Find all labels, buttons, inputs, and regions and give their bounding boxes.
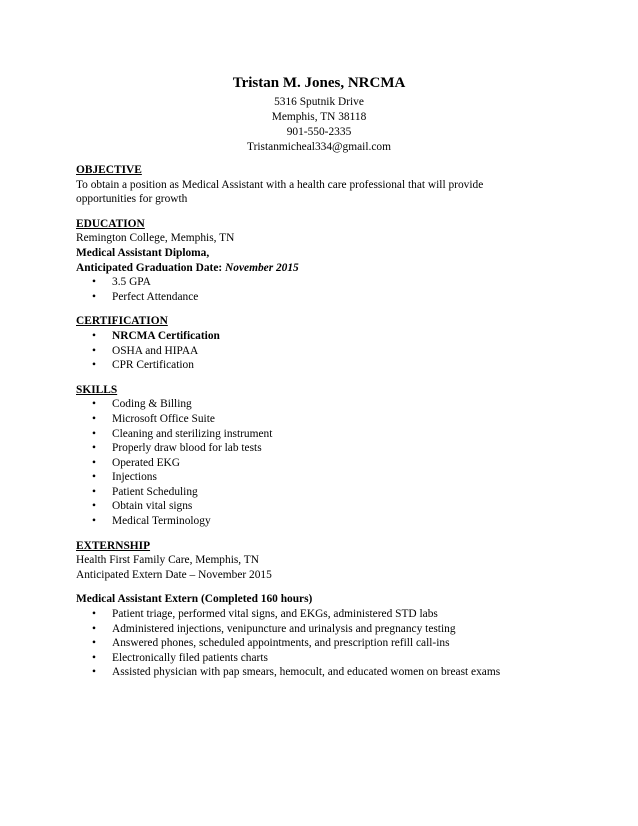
list-item: • Assisted physician with pap smears, hemocult, and educated women on breast exams	[92, 666, 501, 679]
spacer	[76, 582, 556, 592]
bullet-icon: •	[92, 608, 96, 621]
certification-section	[76, 314, 556, 372]
email-address: Tristanmicheal334@gmail.com	[247, 141, 391, 153]
resume-body	[76, 163, 556, 690]
list-item: • NRCMA Certification	[92, 329, 220, 342]
bullet-icon: •	[92, 329, 96, 342]
list-item: • Administered injections, venipuncture and urinalysis and pregnancy testing	[92, 622, 456, 635]
list-item: • Obtain vital signs	[92, 500, 193, 513]
phone-number: 901-550-2335	[286, 126, 352, 138]
bullet-icon: •	[92, 651, 96, 664]
education-school: Remington College, Memphis, TN	[76, 232, 235, 245]
address-line-2: Memphis, TN 38118	[271, 111, 367, 123]
bullet-icon: •	[92, 412, 96, 425]
list-item: • Answered phones, scheduled appointments, and prescription refill call-ins	[92, 637, 450, 650]
list-item: • Patient Scheduling	[92, 485, 198, 498]
externship-list	[76, 607, 556, 680]
bullet-icon: •	[92, 276, 96, 289]
list-item: • Cleaning and sterilizing instrument	[92, 427, 273, 440]
list-item: • Perfect Attendance	[92, 290, 199, 303]
externship-title: EXTERNSHIP	[76, 539, 151, 552]
bullet-icon: •	[92, 398, 96, 411]
bullet-icon: •	[92, 637, 96, 650]
list-item: • Electronically filed patients charts	[92, 651, 268, 664]
bullet-icon: •	[92, 344, 96, 357]
graduation-date: November 2015	[225, 261, 299, 274]
list-item: • Operated EKG	[92, 456, 180, 469]
bullet-icon: •	[92, 456, 96, 469]
education-list	[76, 275, 556, 304]
bullet-icon: •	[92, 515, 96, 528]
bullet-icon: •	[92, 359, 96, 372]
skills-title: SKILLS	[76, 383, 118, 396]
education-title: EDUCATION	[76, 217, 145, 230]
externship-section	[76, 539, 556, 680]
list-item: • Medical Terminology	[92, 515, 211, 528]
bullet-icon: •	[92, 666, 96, 679]
bullet-icon: •	[92, 290, 96, 303]
list-item: • Properly draw blood for lab tests	[92, 442, 262, 455]
list-item: • 3.5 GPA	[92, 276, 151, 289]
externship-role: Medical Assistant Extern (Completed 160 hours)	[76, 593, 313, 606]
certification-list	[76, 329, 556, 373]
education-section	[76, 217, 556, 305]
address-line-1: 5316 Sputnik Drive	[274, 96, 364, 108]
resume-header	[0, 73, 638, 155]
bullet-icon: •	[92, 500, 96, 513]
bullet-icon: •	[92, 427, 96, 440]
objective-title: OBJECTIVE	[76, 164, 142, 176]
candidate-name: Tristan M. Jones, NRCMA	[232, 75, 406, 91]
list-item: • Injections	[92, 471, 157, 484]
externship-date: Anticipated Extern Date – November 2015	[76, 568, 272, 581]
bullet-icon: •	[92, 442, 96, 455]
education-diploma: Medical Assistant Diploma,	[76, 246, 210, 259]
list-item: • Coding & Billing	[92, 398, 192, 411]
objective-line-2: opportunities for growth	[76, 193, 188, 206]
bullet-icon: •	[92, 622, 96, 635]
bullet-icon: •	[92, 485, 96, 498]
list-item: • OSHA and HIPAA	[92, 344, 199, 357]
externship-site: Health First Family Care, Memphis, TN	[76, 554, 259, 567]
graduation-label: Anticipated Graduation Date:	[76, 261, 223, 274]
certification-title: CERTIFICATION	[76, 315, 168, 328]
skills-list	[76, 397, 556, 528]
list-item: • Microsoft Office Suite	[92, 412, 215, 425]
education-graduation	[76, 261, 556, 276]
objective-line-1: To obtain a position as Medical Assistant with a health care professional that will provide	[76, 178, 484, 191]
skills-section	[76, 383, 556, 529]
list-item: • CPR Certification	[92, 359, 194, 372]
objective-section	[76, 163, 556, 207]
list-item: • Patient triage, performed vital signs, and EKGs, administered STD labs	[92, 608, 438, 621]
bullet-icon: •	[92, 471, 96, 484]
